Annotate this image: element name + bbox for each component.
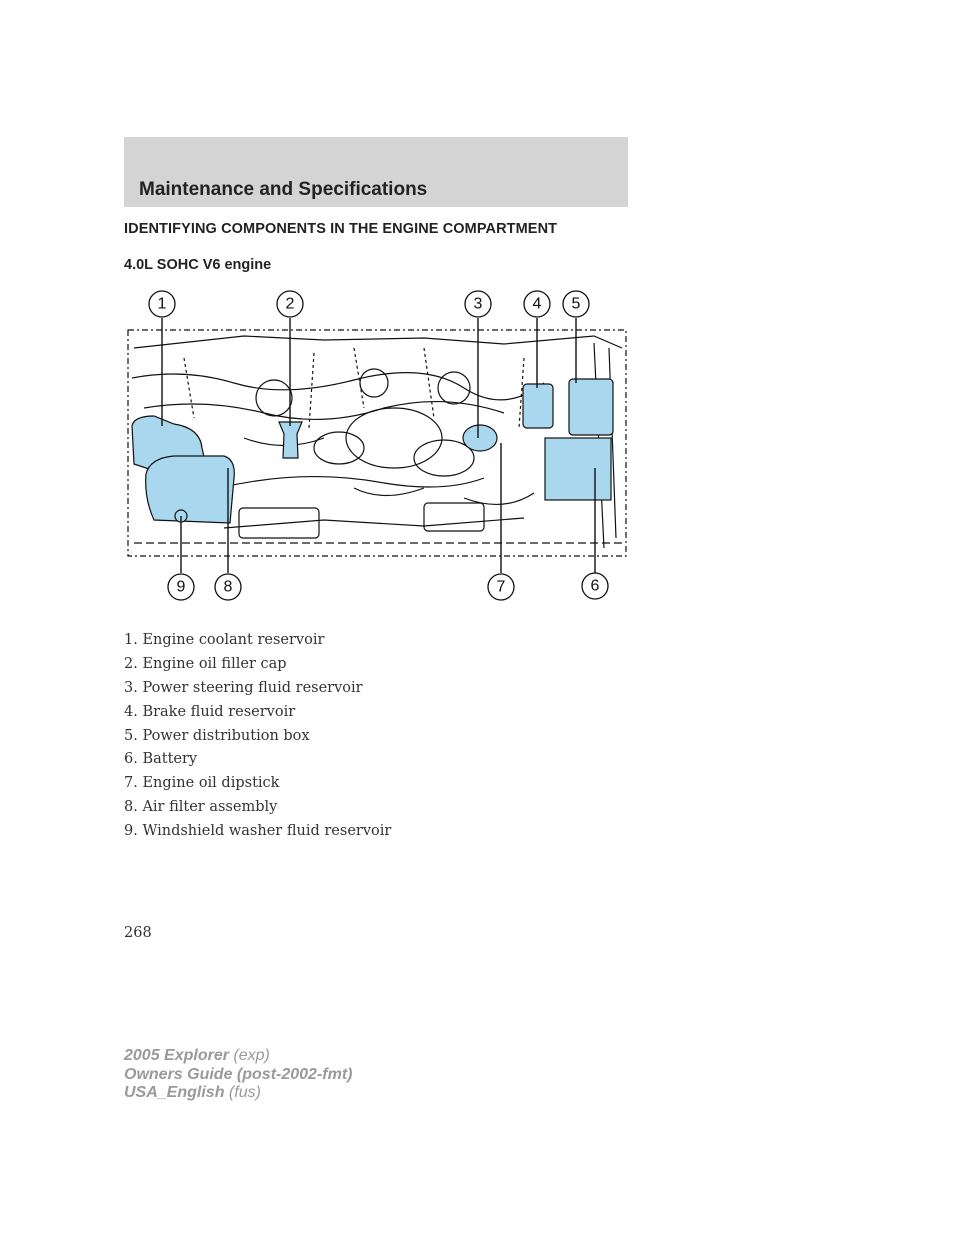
brake-reservoir-shape (523, 384, 553, 428)
oil-filler-cap-shape (279, 422, 302, 458)
callout-7: 7 (496, 578, 506, 596)
footer-locale: USA_English (124, 1084, 225, 1101)
chapter-title: Maintenance and Specifications (139, 179, 428, 200)
component-legend (124, 630, 391, 845)
engine-compartment-diagram (124, 288, 630, 606)
footer-line-1 (124, 1047, 352, 1066)
footer-line-3 (124, 1084, 352, 1103)
callout-3: 3 (473, 295, 483, 313)
footer-locale-code: (fus) (224, 1084, 261, 1101)
engine-subheading: 4.0L SOHC V6 engine (124, 257, 272, 273)
power-distribution-box-shape (569, 379, 613, 435)
footer-model-code: (exp) (228, 1047, 270, 1064)
footer-guide: Owners Guide (post-2002-fmt) (124, 1065, 353, 1083)
legend-item: 4. Brake fluid reservoir (124, 703, 296, 720)
callout-1: 1 (157, 295, 167, 313)
legend-item: 5. Power distribution box (124, 727, 310, 744)
legend-item: 6. Battery (124, 751, 198, 768)
callout-2: 2 (285, 295, 295, 313)
callout-4: 4 (532, 295, 542, 313)
callout-6: 6 (590, 577, 600, 595)
legend-item: 9. Windshield washer fluid reservoir (124, 823, 392, 840)
legend-item: 7. Engine oil dipstick (124, 775, 280, 792)
callout-5: 5 (571, 295, 581, 313)
document-footer (124, 1047, 352, 1103)
legend-item: 3. Power steering fluid reservoir (124, 679, 363, 696)
air-filter-shape (146, 456, 235, 523)
section-heading: IDENTIFYING COMPONENTS IN THE ENGINE COMPARTMENT (124, 221, 558, 237)
page-number: 268 (124, 925, 152, 941)
legend-item: 8. Air filter assembly (124, 799, 278, 816)
callout-8: 8 (223, 578, 233, 596)
legend-item: 2. Engine oil filler cap (124, 655, 287, 672)
power-steering-reservoir-shape (463, 425, 497, 451)
legend-item: 1. Engine coolant reservoir (124, 632, 325, 648)
callout-9: 9 (176, 578, 186, 596)
footer-model: 2005 Explorer (124, 1047, 229, 1064)
footer-line-2 (124, 1066, 352, 1085)
battery-shape (545, 438, 611, 500)
section-header-band (124, 137, 628, 207)
